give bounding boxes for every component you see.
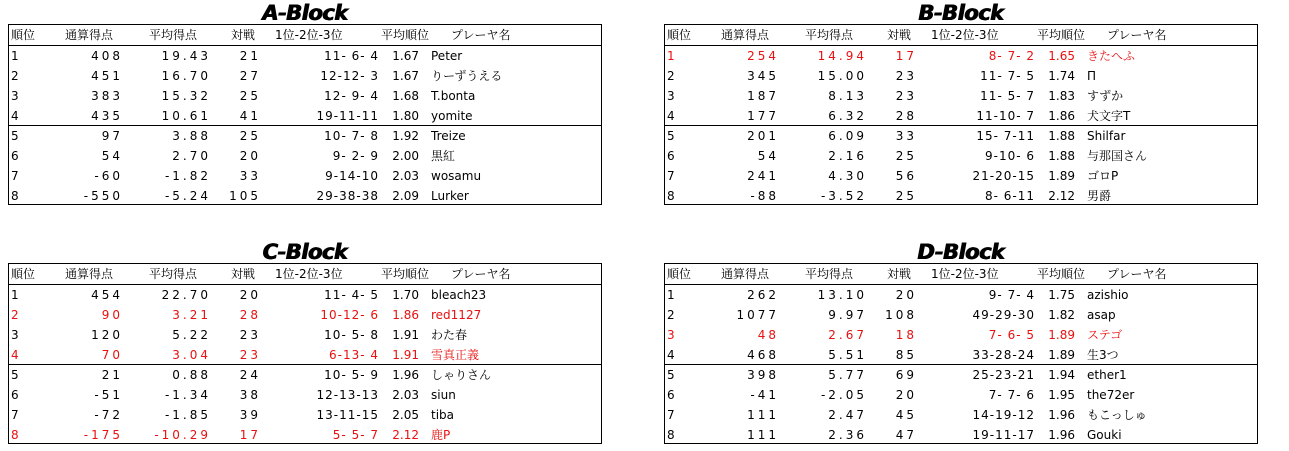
average-score-cell: -2.05 — [820, 388, 867, 402]
table-row — [9, 126, 601, 146]
rank-cell: 1 — [11, 49, 19, 63]
player-name-cell: しゃりさん — [431, 368, 492, 382]
average-score-cell: 10.61 — [161, 109, 211, 123]
games-cell: 25 — [895, 189, 917, 203]
average-score-cell: 2.47 — [828, 408, 867, 422]
average-score-cell: 5.51 — [828, 348, 867, 362]
header-average-rank: 平均順位 — [381, 267, 430, 281]
placements-cell: 7- 7- 6 — [988, 388, 1035, 402]
games-cell: 33 — [239, 169, 261, 183]
total-score-cell: -41 — [750, 388, 779, 402]
placements-cell: 10-12- 6 — [320, 308, 379, 322]
block-title: C-Block — [262, 240, 348, 264]
average-rank-cell: 2.03 — [392, 388, 419, 402]
games-cell: 56 — [895, 169, 917, 183]
table-row — [665, 405, 1257, 425]
total-score-cell: 70 — [101, 348, 123, 362]
rank-cell: 4 — [667, 109, 675, 123]
average-score-cell: 13.10 — [817, 288, 867, 302]
header-placements: 1位-2位-3位 — [931, 267, 999, 281]
average-rank-cell: 1.65 — [1048, 49, 1075, 63]
total-score-cell: 97 — [101, 129, 123, 143]
average-rank-cell: 1.83 — [1048, 89, 1075, 103]
header-games: 対戦 — [231, 267, 256, 281]
total-score-cell: -88 — [750, 189, 779, 203]
average-score-cell: -10.29 — [154, 428, 211, 442]
header-rank: 順位 — [667, 28, 692, 42]
block-title: B-Block — [918, 1, 1004, 25]
total-score-cell: 262 — [747, 288, 779, 302]
games-cell: 27 — [239, 69, 261, 83]
player-name-cell: yomite — [431, 109, 473, 123]
player-name-cell: 生3つ — [1087, 348, 1119, 362]
total-score-cell: 187 — [747, 89, 779, 103]
games-cell: 39 — [239, 408, 261, 422]
player-name-cell: azishio — [1087, 288, 1129, 302]
player-name-cell: Lurker — [431, 189, 469, 203]
player-name-cell: 黒紅 — [431, 149, 456, 163]
average-rank-cell: 1.75 — [1048, 288, 1075, 302]
games-cell: 105 — [229, 189, 261, 203]
rank-cell: 2 — [667, 308, 675, 322]
player-name-cell: red1127 — [431, 308, 482, 322]
placements-cell: 9-10- 6 — [984, 149, 1035, 163]
header-games: 対戦 — [887, 267, 912, 281]
header-player-name: プレーヤ名 — [1107, 267, 1167, 281]
placements-cell: 33-28-24 — [972, 348, 1035, 362]
placements-cell: 9-14-10 — [325, 169, 379, 183]
placements-cell: 12- 9- 4 — [324, 89, 379, 103]
total-score-cell: 383 — [91, 89, 123, 103]
games-cell: 41 — [239, 109, 261, 123]
placements-cell: 8- 7- 2 — [988, 49, 1035, 63]
table-row — [9, 345, 601, 365]
total-score-cell: -72 — [94, 408, 123, 422]
player-name-cell: わた春 — [431, 328, 468, 342]
placements-cell: 5- 5- 7 — [332, 428, 379, 442]
table-row — [9, 66, 601, 86]
average-score-cell: 16.70 — [161, 69, 211, 83]
rank-cell: 3 — [667, 328, 675, 342]
average-rank-cell: 1.92 — [392, 129, 419, 143]
games-cell: 108 — [885, 308, 917, 322]
games-cell: 47 — [895, 428, 917, 442]
player-name-cell: 与那国さん — [1087, 149, 1148, 163]
table-header — [9, 25, 601, 46]
average-score-cell: -3.52 — [820, 189, 867, 203]
table-row — [665, 186, 1257, 206]
average-rank-cell: 1.67 — [392, 49, 419, 63]
total-score-cell: 177 — [747, 109, 779, 123]
games-cell: 20 — [239, 149, 261, 163]
average-rank-cell: 1.89 — [1048, 169, 1075, 183]
total-score-cell: 468 — [747, 348, 779, 362]
rank-cell: 3 — [11, 328, 19, 342]
average-rank-cell: 1.70 — [392, 288, 419, 302]
games-cell: 45 — [895, 408, 917, 422]
placements-cell: 19-11-17 — [972, 428, 1035, 442]
total-score-cell: 454 — [91, 288, 123, 302]
table-header — [665, 264, 1257, 285]
rank-cell: 1 — [667, 49, 675, 63]
average-score-cell: -5.24 — [164, 189, 211, 203]
average-score-cell: 3.88 — [172, 129, 211, 143]
games-cell: 69 — [895, 368, 917, 382]
player-name-cell: 男爵 — [1087, 189, 1112, 203]
rank-cell: 5 — [11, 368, 19, 382]
average-score-cell: -1.34 — [164, 388, 211, 402]
average-rank-cell: 1.96 — [392, 368, 419, 382]
total-score-cell: 254 — [747, 49, 779, 63]
rank-cell: 8 — [667, 189, 675, 203]
player-name-cell: 雪真正義 — [431, 348, 480, 362]
games-cell: 23 — [895, 89, 917, 103]
rank-cell: 6 — [11, 388, 19, 402]
table-row — [665, 46, 1257, 66]
rank-cell: 5 — [667, 368, 675, 382]
average-score-cell: 2.16 — [828, 149, 867, 163]
total-score-cell: 451 — [91, 69, 123, 83]
average-score-cell: 5.22 — [172, 328, 211, 342]
total-score-cell: -550 — [83, 189, 123, 203]
total-score-cell: 120 — [91, 328, 123, 342]
total-score-cell: 241 — [747, 169, 779, 183]
player-name-cell: Shilfar — [1087, 129, 1126, 143]
player-name-cell: ether1 — [1087, 368, 1127, 382]
header-total-score: 通算得点 — [65, 267, 114, 281]
rank-cell: 2 — [11, 69, 19, 83]
player-name-cell: wosamu — [431, 169, 482, 183]
player-name-cell: すずか — [1087, 89, 1124, 103]
average-score-cell: -1.82 — [164, 169, 211, 183]
placements-cell: 25-23-21 — [972, 368, 1035, 382]
player-name-cell: きたへふ — [1087, 49, 1136, 63]
total-score-cell: 90 — [101, 308, 123, 322]
average-rank-cell: 1.89 — [1048, 348, 1075, 362]
games-cell: 21 — [239, 49, 261, 63]
table-row — [665, 146, 1257, 166]
header-placements: 1位-2位-3位 — [931, 28, 999, 42]
header-average-rank: 平均順位 — [1037, 28, 1086, 42]
header-rank: 順位 — [11, 28, 36, 42]
rank-cell: 1 — [667, 288, 675, 302]
placements-cell: 19-11-11 — [316, 109, 379, 123]
player-name-cell: ゴロP — [1087, 169, 1119, 183]
table-row — [9, 425, 601, 445]
header-games: 対戦 — [231, 28, 256, 42]
total-score-cell: 111 — [747, 428, 779, 442]
average-rank-cell: 1.67 — [392, 69, 419, 83]
average-score-cell: 6.09 — [828, 129, 867, 143]
player-name-cell: Treize — [431, 129, 466, 143]
placements-cell: 29-38-38 — [316, 189, 379, 203]
total-score-cell: -51 — [94, 388, 123, 402]
table-row — [665, 285, 1257, 305]
average-score-cell: 8.13 — [828, 89, 867, 103]
average-score-cell: 3.04 — [172, 348, 211, 362]
table-header — [9, 264, 601, 285]
games-cell: 20 — [895, 388, 917, 402]
total-score-cell: 111 — [747, 408, 779, 422]
player-name-cell: 犬文字T — [1087, 109, 1131, 123]
games-cell: 18 — [895, 328, 917, 342]
placements-cell: 8- 6-11 — [984, 189, 1035, 203]
player-name-cell: the72er — [1087, 388, 1135, 402]
table-row — [665, 86, 1257, 106]
table-row — [665, 425, 1257, 445]
placements-cell: 10- 5- 8 — [324, 328, 379, 342]
table-row — [665, 305, 1257, 325]
player-name-cell: П — [1087, 69, 1097, 83]
header-average-score: 平均得点 — [805, 267, 854, 281]
rank-cell: 4 — [11, 348, 19, 362]
rank-cell: 8 — [667, 428, 675, 442]
header-player-name: プレーヤ名 — [1107, 28, 1167, 42]
rank-cell: 2 — [11, 308, 19, 322]
placements-cell: 9- 7- 4 — [988, 288, 1035, 302]
total-score-cell: 54 — [101, 149, 123, 163]
placements-cell: 11- 5- 7 — [980, 89, 1035, 103]
placements-cell: 12-12- 3 — [320, 69, 379, 83]
placements-cell: 11-10- 7 — [976, 109, 1035, 123]
table-row — [9, 186, 601, 206]
table-row — [665, 106, 1257, 126]
table-row — [9, 305, 601, 325]
rank-cell: 6 — [667, 149, 675, 163]
average-rank-cell: 2.00 — [392, 149, 419, 163]
games-cell: 28 — [239, 308, 261, 322]
rank-cell: 5 — [667, 129, 675, 143]
games-cell: 17 — [239, 428, 261, 442]
average-score-cell: -1.85 — [164, 408, 211, 422]
average-score-cell: 14.94 — [817, 49, 867, 63]
average-score-cell: 15.00 — [817, 69, 867, 83]
block-title: D-Block — [917, 240, 1005, 264]
games-cell: 20 — [239, 288, 261, 302]
table-row — [665, 385, 1257, 405]
rank-cell: 6 — [11, 149, 19, 163]
average-rank-cell: 2.09 — [392, 189, 419, 203]
rank-cell: 7 — [667, 169, 675, 183]
total-score-cell: 201 — [747, 129, 779, 143]
placements-cell: 6-13- 4 — [328, 348, 379, 362]
games-cell: 25 — [239, 129, 261, 143]
table-row — [9, 285, 601, 305]
placements-cell: 11- 6- 4 — [324, 49, 379, 63]
placements-cell: 14-19-12 — [972, 408, 1035, 422]
table-row — [9, 325, 601, 345]
standings-table — [8, 24, 602, 205]
average-rank-cell: 1.88 — [1048, 149, 1075, 163]
average-rank-cell: 1.94 — [1048, 368, 1075, 382]
average-rank-cell: 1.80 — [392, 109, 419, 123]
table-row — [9, 106, 601, 126]
player-name-cell: asap — [1087, 308, 1116, 322]
standings-table — [664, 24, 1258, 205]
rank-cell: 2 — [667, 69, 675, 83]
average-rank-cell: 1.91 — [392, 348, 419, 362]
placements-cell: 9- 2- 9 — [332, 149, 379, 163]
table-row — [665, 325, 1257, 345]
games-cell: 17 — [895, 49, 917, 63]
average-score-cell: 22.70 — [161, 288, 211, 302]
header-average-score: 平均得点 — [805, 28, 854, 42]
player-name-cell: bleach23 — [431, 288, 487, 302]
placements-cell: 49-29-30 — [972, 308, 1035, 322]
placements-cell: 7- 6- 5 — [988, 328, 1035, 342]
header-player-name: プレーヤ名 — [451, 28, 511, 42]
average-score-cell: 2.67 — [828, 328, 867, 342]
player-name-cell: 鹿P — [431, 428, 451, 442]
player-name-cell: T.bonta — [431, 89, 476, 103]
total-score-cell: 408 — [91, 49, 123, 63]
total-score-cell: 54 — [757, 149, 779, 163]
average-score-cell: 4.30 — [828, 169, 867, 183]
average-score-cell: 5.77 — [828, 368, 867, 382]
table-row — [9, 46, 601, 66]
average-rank-cell: 1.68 — [392, 89, 419, 103]
table-row — [9, 405, 601, 425]
average-rank-cell: 2.05 — [392, 408, 419, 422]
table-row — [665, 166, 1257, 186]
total-score-cell: 21 — [101, 368, 123, 382]
table-row — [665, 365, 1257, 385]
placements-cell: 12-13-13 — [316, 388, 379, 402]
header-total-score: 通算得点 — [65, 28, 114, 42]
total-score-cell: 398 — [747, 368, 779, 382]
rank-cell: 5 — [11, 129, 19, 143]
rank-cell: 7 — [11, 169, 19, 183]
average-score-cell: 3.21 — [172, 308, 211, 322]
average-rank-cell: 1.74 — [1048, 69, 1075, 83]
average-rank-cell: 1.96 — [1048, 428, 1075, 442]
table-row — [9, 365, 601, 385]
games-cell: 85 — [895, 348, 917, 362]
rank-cell: 3 — [667, 89, 675, 103]
header-rank: 順位 — [667, 267, 692, 281]
average-score-cell: 15.32 — [161, 89, 211, 103]
table-row — [665, 66, 1257, 86]
total-score-cell: -175 — [83, 428, 123, 442]
table-row — [9, 166, 601, 186]
rank-cell: 1 — [11, 288, 19, 302]
player-name-cell: りーずうえる — [431, 69, 503, 83]
header-games: 対戦 — [887, 28, 912, 42]
placements-cell: 13-11-15 — [316, 408, 379, 422]
header-player-name: プレーヤ名 — [451, 267, 511, 281]
average-rank-cell: 1.96 — [1048, 408, 1075, 422]
placements-cell: 11- 4- 5 — [324, 288, 379, 302]
placements-cell: 11- 7- 5 — [980, 69, 1035, 83]
total-score-cell: 345 — [747, 69, 779, 83]
header-placements: 1位-2位-3位 — [275, 267, 343, 281]
rank-cell: 7 — [667, 408, 675, 422]
games-cell: 28 — [895, 109, 917, 123]
rank-cell: 3 — [11, 89, 19, 103]
games-cell: 38 — [239, 388, 261, 402]
header-total-score: 通算得点 — [721, 267, 770, 281]
average-score-cell: 9.97 — [828, 308, 867, 322]
games-cell: 25 — [895, 149, 917, 163]
player-name-cell: tiba — [431, 408, 455, 422]
average-score-cell: 6.32 — [828, 109, 867, 123]
placements-cell: 10- 7- 8 — [324, 129, 379, 143]
average-rank-cell: 1.88 — [1048, 129, 1075, 143]
games-cell: 23 — [895, 69, 917, 83]
average-rank-cell: 2.03 — [392, 169, 419, 183]
table-row — [9, 86, 601, 106]
player-name-cell: siun — [431, 388, 456, 402]
rank-cell: 6 — [667, 388, 675, 402]
header-average-score: 平均得点 — [149, 267, 198, 281]
average-rank-cell: 1.95 — [1048, 388, 1075, 402]
average-rank-cell: 2.12 — [1048, 189, 1075, 203]
player-name-cell: Peter — [431, 49, 463, 63]
placements-cell: 10- 5- 9 — [324, 368, 379, 382]
total-score-cell: 435 — [91, 109, 123, 123]
games-cell: 23 — [239, 348, 261, 362]
standings-table — [8, 263, 602, 444]
games-cell: 25 — [239, 89, 261, 103]
rank-cell: 7 — [11, 408, 19, 422]
average-rank-cell: 1.89 — [1048, 328, 1075, 342]
table-header — [665, 25, 1257, 46]
total-score-cell: 1077 — [736, 308, 779, 322]
player-name-cell: もこっしゅ — [1087, 408, 1147, 422]
table-row — [665, 126, 1257, 146]
games-cell: 20 — [895, 288, 917, 302]
header-average-score: 平均得点 — [149, 28, 198, 42]
average-score-cell: 2.36 — [828, 428, 867, 442]
total-score-cell: 48 — [757, 328, 779, 342]
placements-cell: 15- 7-11 — [976, 129, 1035, 143]
header-placements: 1位-2位-3位 — [275, 28, 343, 42]
header-average-rank: 平均順位 — [1037, 267, 1086, 281]
games-cell: 23 — [239, 328, 261, 342]
placements-cell: 21-20-15 — [972, 169, 1035, 183]
table-row — [9, 146, 601, 166]
rank-cell: 4 — [11, 109, 19, 123]
header-average-rank: 平均順位 — [381, 28, 430, 42]
rank-cell: 8 — [11, 189, 19, 203]
average-score-cell: 19.43 — [161, 49, 211, 63]
average-rank-cell: 1.91 — [392, 328, 419, 342]
player-name-cell: Gouki — [1087, 428, 1122, 442]
games-cell: 33 — [895, 129, 917, 143]
games-cell: 24 — [239, 368, 261, 382]
average-score-cell: 2.70 — [172, 149, 211, 163]
average-score-cell: 0.88 — [172, 368, 211, 382]
block-title: A-Block — [262, 1, 348, 25]
rank-cell: 4 — [667, 348, 675, 362]
rank-cell: 8 — [11, 428, 19, 442]
table-row — [665, 345, 1257, 365]
average-rank-cell: 2.12 — [392, 428, 419, 442]
player-name-cell: ステゴ — [1087, 328, 1123, 342]
table-row — [9, 385, 601, 405]
total-score-cell: -60 — [94, 169, 123, 183]
average-rank-cell: 1.82 — [1048, 308, 1075, 322]
average-rank-cell: 1.86 — [392, 308, 419, 322]
standings-table — [664, 263, 1258, 444]
average-rank-cell: 1.86 — [1048, 109, 1075, 123]
header-total-score: 通算得点 — [721, 28, 770, 42]
header-rank: 順位 — [11, 267, 36, 281]
